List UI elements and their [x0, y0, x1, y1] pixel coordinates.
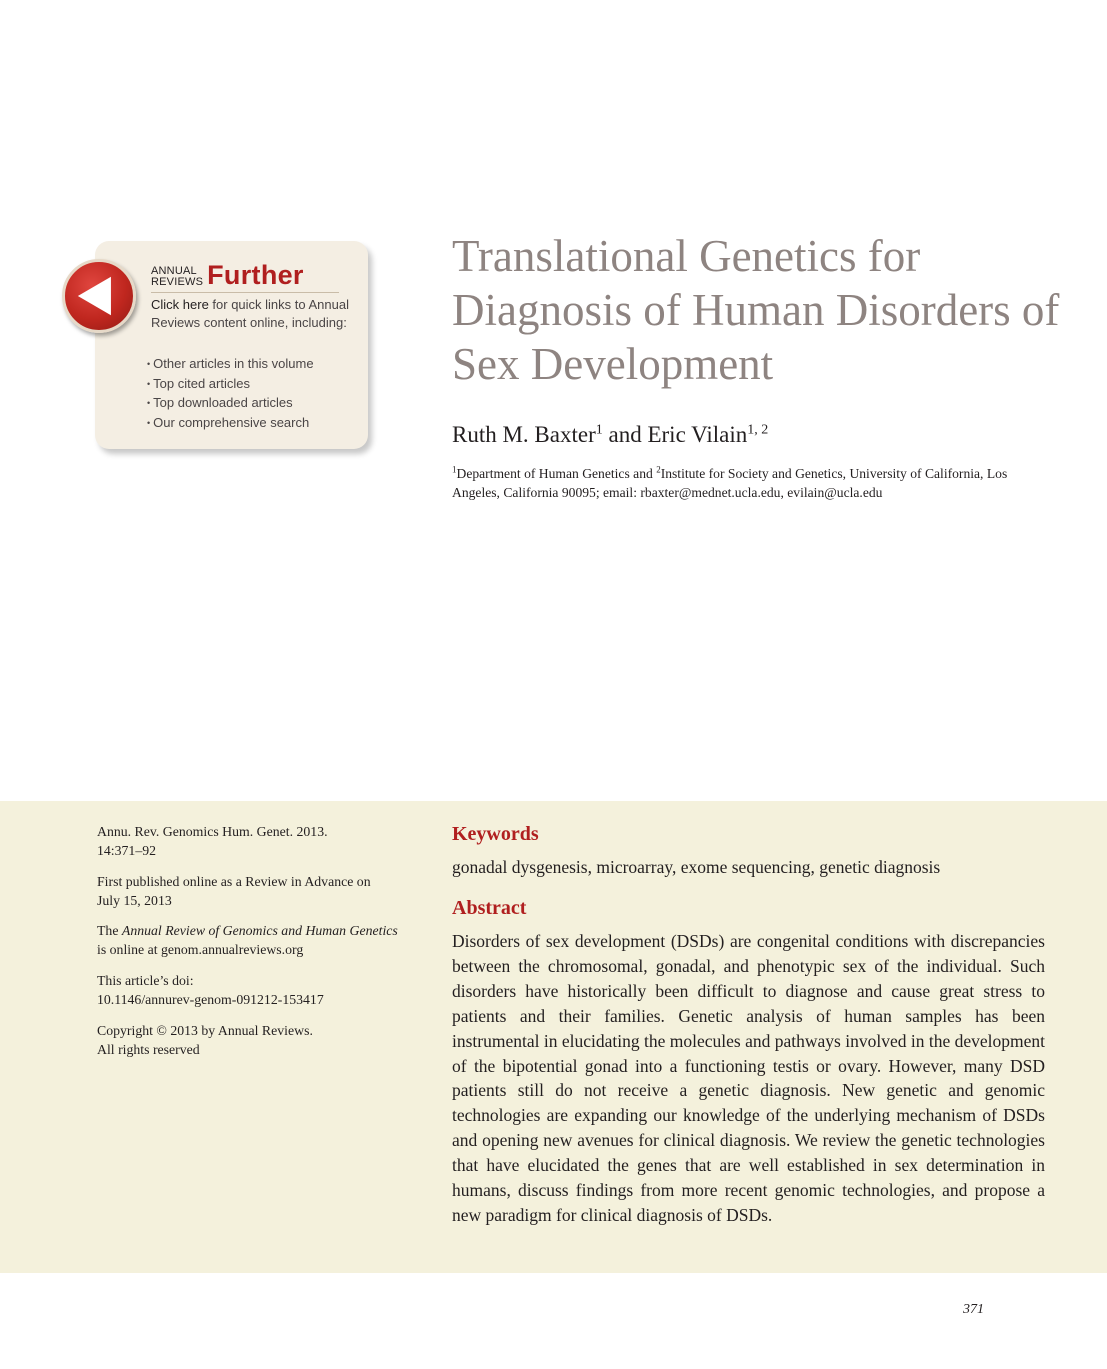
affiliation-marker: 1 [452, 464, 457, 475]
keywords-list: gonadal dysgenesis, microarray, exome sequencing, genetic diagnosis [452, 857, 941, 877]
further-link-other-articles[interactable]: • Other articles in this volume [147, 355, 314, 375]
further-link-top-downloaded[interactable]: • Top downloaded articles [147, 394, 314, 414]
affiliation-marker: 2 [656, 464, 661, 475]
author-name: Eric Vilain [647, 422, 748, 447]
further-label: Further [207, 260, 304, 290]
author-affiliations [452, 464, 1052, 502]
doi-label: This article’s doi: [97, 973, 194, 988]
further-description [151, 296, 351, 331]
citation-info [97, 822, 407, 860]
publication-info [97, 872, 407, 910]
affiliation-text: Institute for Society and Genetics, University of California, Los Angeles, California 90095; email: rbaxter@mednet.ucla.edu, evilain@ucla.edu [452, 466, 1008, 500]
abstract-body: Disorders of sex development (DSDs) are congenital conditions with discrepancies between the chromosomal, gonadal, and phenotypic sex of the individual. Such disorders have historically been difficult to diagnose and cause great stress to patients and their families. Genetic analysis of human samples has been instrumental in elucidating the molecules and pathways involved in the development of the bipotential gonad into a functioning testis or ovary. However, many DSD patients still do not receive a genetic diagnosis. New genetic and genomic technologies are expanding our knowledge of the underlying mechanism of DSDs and opening new avenues for clinical diagnosis. We review the genetic technologies that have elucidated the genes that are well established in sex determination in humans, discuss findings from more recent genomic technologies, and propose a new paradigm for clinical diagnosis of DSDs. [452, 931, 1045, 1225]
further-divider [151, 292, 339, 293]
page-number: 371 [963, 1302, 984, 1317]
journal-name: Annual Review of Genomics and Human Genetics [121, 923, 398, 938]
annual-reviews-wordmark [151, 266, 203, 288]
affiliation-text: Department of Human Genetics and [456, 466, 657, 481]
annual-label: ANNUAL [151, 265, 197, 277]
rights-notice: All rights reserved [97, 1042, 200, 1057]
click-here-link[interactable]: Click here [151, 297, 209, 312]
citation-pages: 14:371–92 [97, 843, 157, 858]
keywords-heading: Keywords [452, 823, 539, 845]
author-list [452, 420, 768, 450]
published-date: July 15, 2013 [97, 893, 172, 908]
further-link-search[interactable]: • Our comprehensive search [147, 414, 314, 434]
article-title: Translational Genetics for Diagnosis of Human Disorders of Sex Development [452, 231, 1060, 389]
author-affiliation-marker: 1, 2 [747, 422, 769, 438]
reviews-label: REVIEWS [151, 276, 204, 288]
doi-info [97, 971, 407, 1009]
further-link-top-cited[interactable]: • Top cited articles [147, 375, 314, 395]
copyright-info [97, 1021, 407, 1059]
doi-value[interactable]: 10.1146/annurev-genom-091212-153417 [97, 992, 324, 1007]
abstract-heading: Abstract [452, 897, 527, 919]
journal-prefix: The [97, 923, 122, 938]
citation-journal: Annu. Rev. Genomics Hum. Genet. 2013. [97, 824, 328, 839]
further-links-list [147, 355, 314, 433]
annual-reviews-further-logo [151, 262, 304, 288]
author-affiliation-marker: 1 [595, 422, 603, 438]
copyright-notice: Copyright © 2013 by Annual Reviews. [97, 1023, 313, 1038]
author-separator: and [602, 422, 648, 447]
left-arrow-icon[interactable] [62, 259, 136, 333]
further-description-text: for quick links to Annual Reviews content online, including: [151, 297, 349, 330]
author-name: Ruth M. Baxter [452, 422, 596, 447]
journal-info [97, 921, 407, 959]
published-note: First published online as a Review in Advance on [97, 874, 371, 889]
journal-website[interactable]: is online at genom.annualreviews.org [97, 942, 304, 957]
